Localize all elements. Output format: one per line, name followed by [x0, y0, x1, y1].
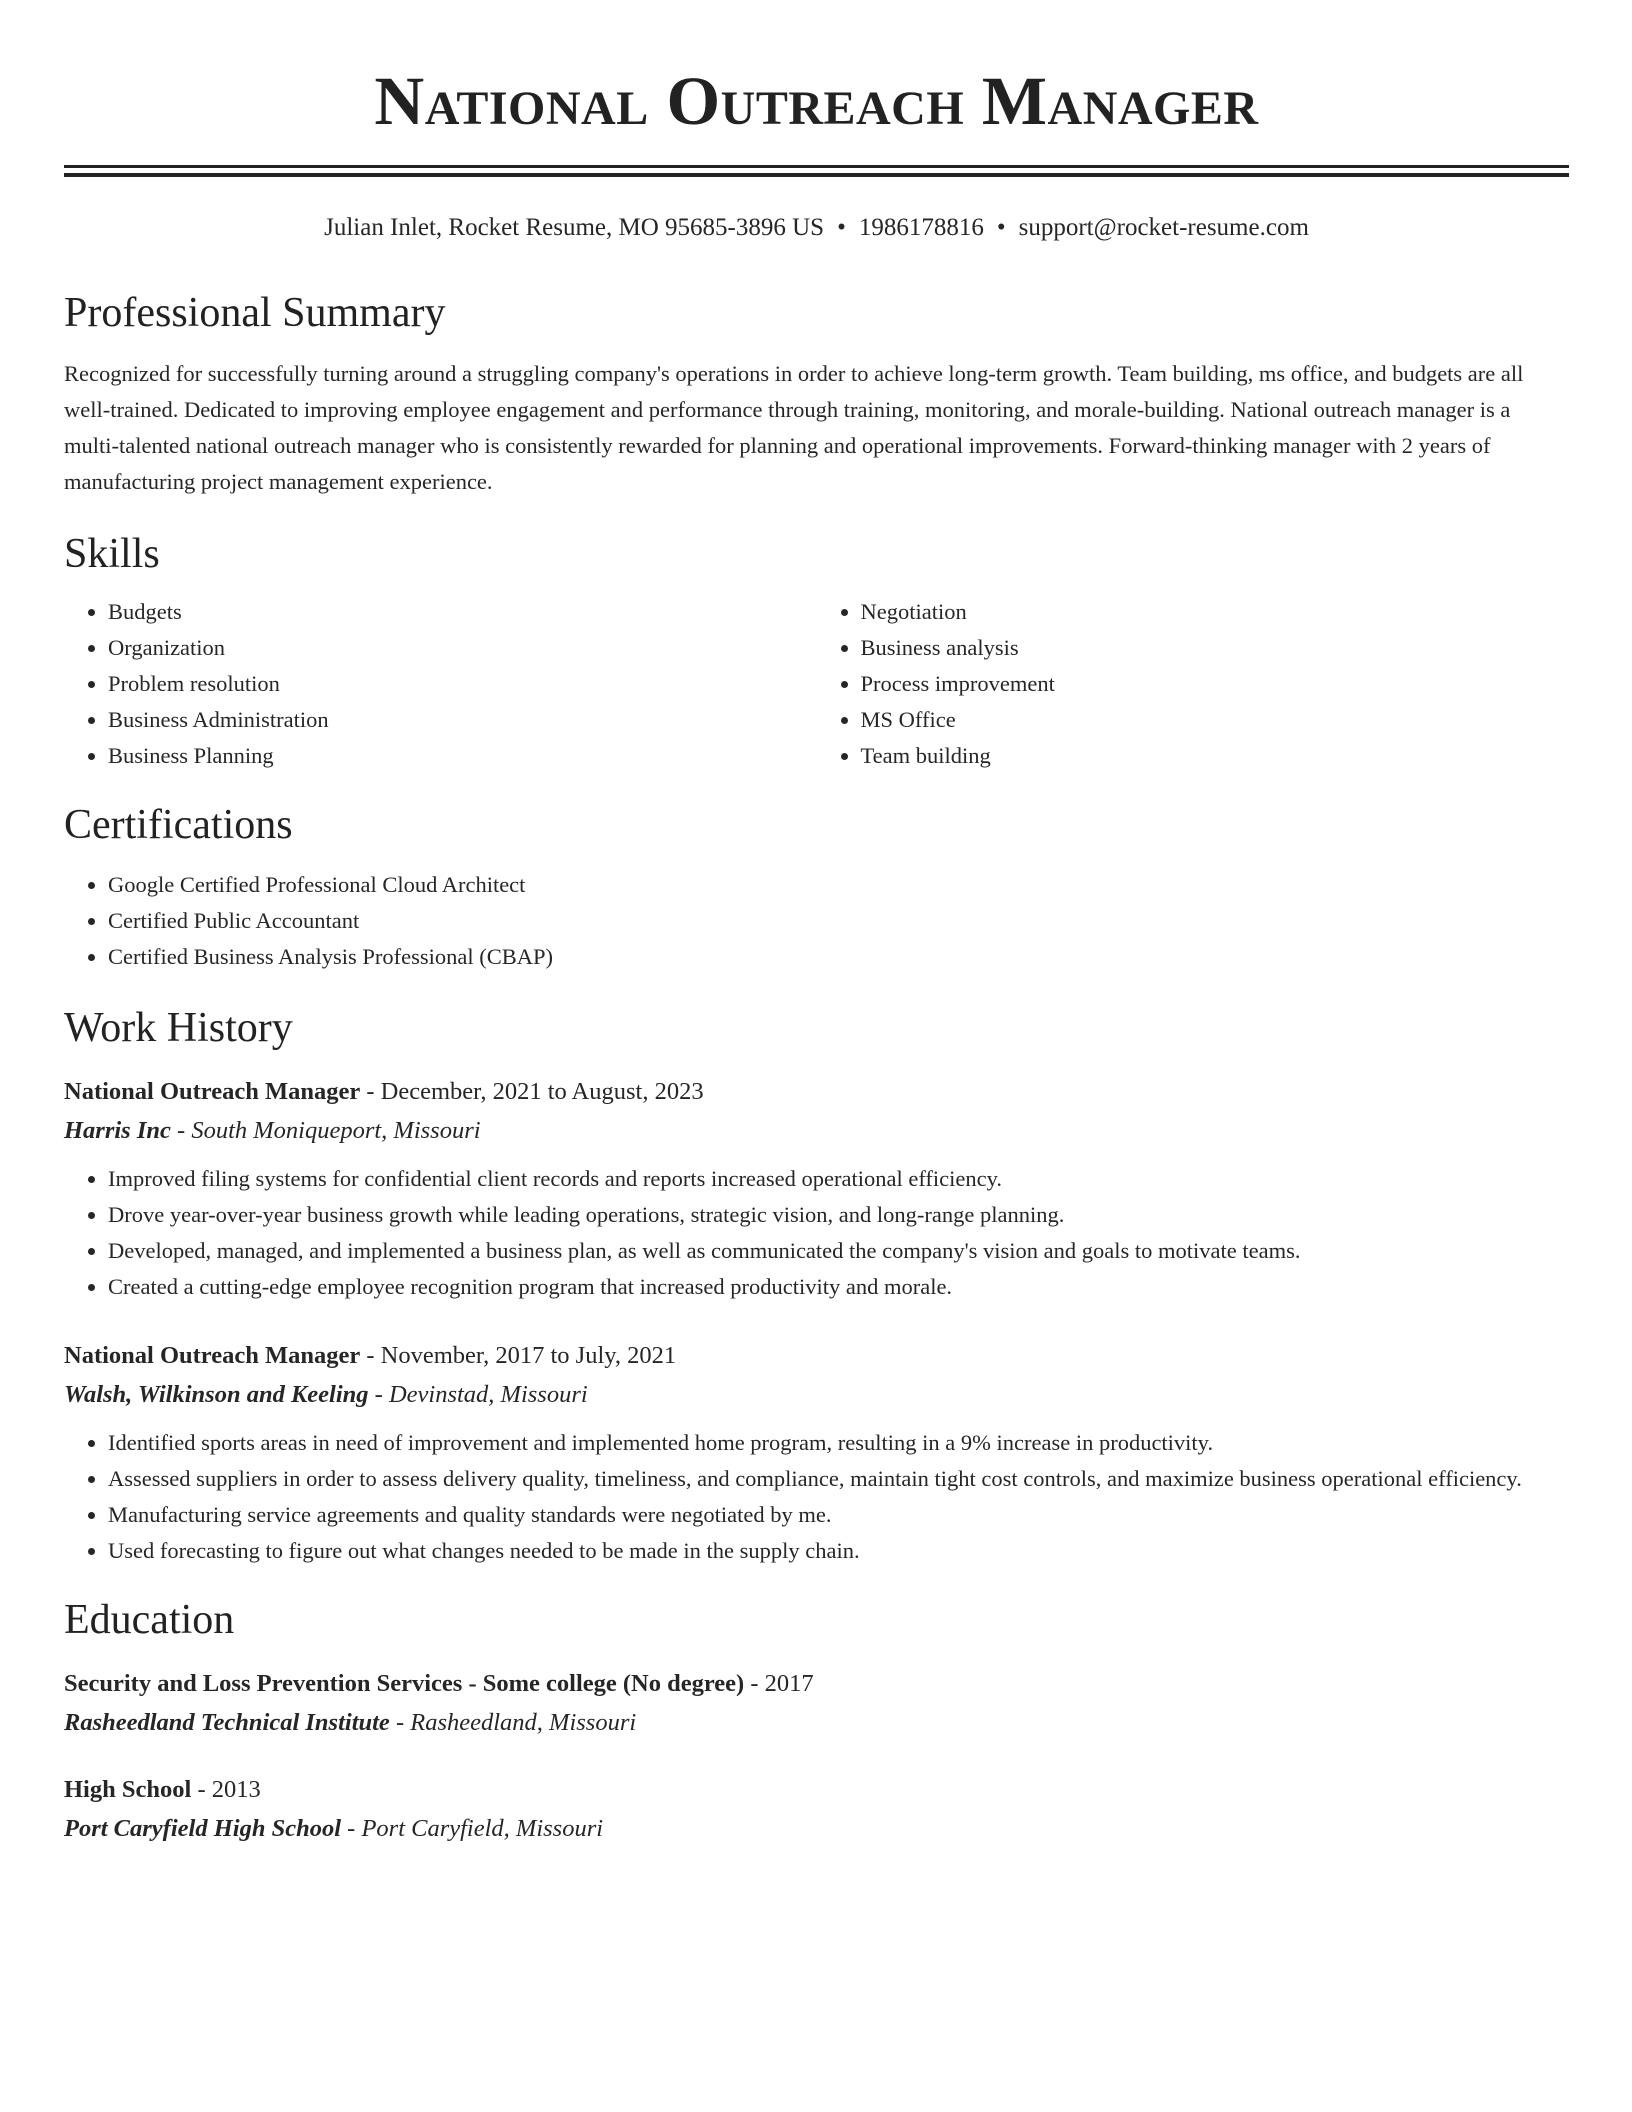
- education-heading: Education: [64, 1597, 235, 1643]
- job-title: National Outreach Manager: [64, 1342, 361, 1369]
- contact-phone: 1986178816: [858, 214, 984, 241]
- summary-heading: Professional Summary: [64, 290, 446, 336]
- skill-item: • Business analysis: [861, 630, 1570, 666]
- certification-item: • Certified Business Analysis Professional (CBAP): [108, 939, 1569, 975]
- certification-item: • Google Certified Professional Cloud Architect: [108, 867, 1569, 903]
- job-header: National Outreach Manager - December, 2021 to August, 2023: [64, 1078, 704, 1105]
- skills-list-right: [817, 594, 1570, 774]
- education-degree: High School: [64, 1776, 192, 1803]
- contact-line: [64, 211, 1569, 245]
- skill-item: • Organization: [108, 630, 817, 666]
- work-history-heading: Work History: [64, 1005, 293, 1051]
- job-bullet: • Identified sports areas in need of improvement and implemented home program, resulting in a 9% increase in productivity.: [108, 1425, 1569, 1461]
- skill-item: • Business Administration: [108, 702, 817, 738]
- education-degree: Security and Loss Prevention Services - Some college (No degree): [64, 1670, 745, 1697]
- job-bullet: • Used forecasting to figure out what changes needed to be made in the supply chain.: [108, 1533, 1569, 1569]
- title-rule-bottom: [64, 173, 1569, 177]
- skill-item: • Process improvement: [861, 666, 1570, 702]
- certifications-heading: Certifications: [64, 802, 293, 848]
- contact-address: Julian Inlet, Rocket Resume, MO 95685-3896 US: [324, 214, 825, 241]
- skills-heading: Skills: [64, 531, 160, 577]
- job-bullet: • Assessed suppliers in order to assess delivery quality, timeliness, and compliance, maintain tight cost controls, and maximize business operational efficiency.: [108, 1461, 1569, 1497]
- job-company: Walsh, Wilkinson and Keeling: [64, 1381, 369, 1408]
- education-school-line: Rasheedland Technical Institute - Rasheedland, Missouri: [64, 1709, 637, 1736]
- education-school: Rasheedland Technical Institute: [64, 1709, 390, 1736]
- job-bullet: • Manufacturing service agreements and quality standards were negotiated by me.: [108, 1497, 1569, 1533]
- education-school: Port Caryfield High School: [64, 1815, 342, 1842]
- job-dates: December, 2021 to August, 2023: [380, 1078, 704, 1105]
- job-bullets: [64, 1161, 1569, 1305]
- certifications-list: [64, 867, 1569, 975]
- education-year: 2013: [211, 1776, 261, 1803]
- contact-separator: •: [996, 214, 1006, 241]
- job-location: Devinstad, Missouri: [388, 1381, 588, 1408]
- contact-email[interactable]: support@rocket-resume.com: [1018, 214, 1309, 241]
- education-school-line: Port Caryfield High School - Port Caryfield, Missouri: [64, 1815, 604, 1842]
- job-header: National Outreach Manager - November, 2017 to July, 2021: [64, 1342, 677, 1369]
- job-bullet: • Drove year-over-year business growth while leading operations, strategic vision, and long-range planning.: [108, 1197, 1569, 1233]
- job-location: South Moniqueport, Missouri: [191, 1117, 481, 1144]
- job-company: Harris Inc: [64, 1117, 171, 1144]
- job-bullet: • Developed, managed, and implemented a business plan, as well as communicated the company's vision and goals to motivate teams.: [108, 1233, 1569, 1269]
- education-year: 2017: [764, 1670, 814, 1697]
- education-location: Port Caryfield, Missouri: [361, 1815, 604, 1842]
- skills-list-left: [64, 594, 817, 774]
- skill-item: • Budgets: [108, 594, 817, 630]
- contact-separator: •: [837, 214, 846, 241]
- skill-item: • Negotiation: [861, 594, 1570, 630]
- job-bullets: [64, 1425, 1569, 1569]
- title-rule-top: [64, 165, 1569, 168]
- job-entry: [64, 1073, 1569, 1305]
- job-title: National Outreach Manager: [64, 1078, 361, 1105]
- job-entry: [64, 1337, 1569, 1569]
- job-bullet: • Improved filing systems for confidential client records and reports increased operational efficiency.: [108, 1161, 1569, 1197]
- resume-content: [64, 0, 1569, 1849]
- job-bullet: • Created a cutting-edge employee recognition program that increased productivity and morale.: [108, 1269, 1569, 1305]
- skill-item: • Problem resolution: [108, 666, 817, 702]
- summary-text: Recognized for successfully turning around a struggling company's operations in order to achieve long-term growth. Team building, ms office, and budgets are all well-trained. Dedicated to improving employee engagement and performance through training, monitoring, and morale-building. National outreach manager is a multi-talented national outreach manager who is consistently rewarded for planning and operational improvements. Forward-thinking manager with 2 years of manufacturing project management experience.: [64, 361, 1524, 494]
- skill-item: • Business Planning: [108, 738, 817, 774]
- skill-item: • Team building: [861, 738, 1570, 774]
- skill-item: • MS Office: [861, 702, 1570, 738]
- education-entry: [64, 1665, 1569, 1743]
- job-company-line: Harris Inc - South Moniqueport, Missouri: [64, 1117, 481, 1144]
- resume-title: National Outreach Manager: [374, 63, 1259, 139]
- education-location: Rasheedland, Missouri: [410, 1709, 637, 1736]
- job-company-line: Walsh, Wilkinson and Keeling - Devinstad, Missouri: [64, 1381, 588, 1408]
- certification-item: • Certified Public Accountant: [108, 903, 1569, 939]
- skills-columns: [64, 594, 1569, 774]
- job-dates: November, 2017 to July, 2021: [380, 1342, 677, 1369]
- education-header: High School - 2013: [64, 1776, 261, 1803]
- education-entry: [64, 1771, 1569, 1849]
- education-header: Security and Loss Prevention Services - Some college (No degree) - 2017: [64, 1670, 814, 1697]
